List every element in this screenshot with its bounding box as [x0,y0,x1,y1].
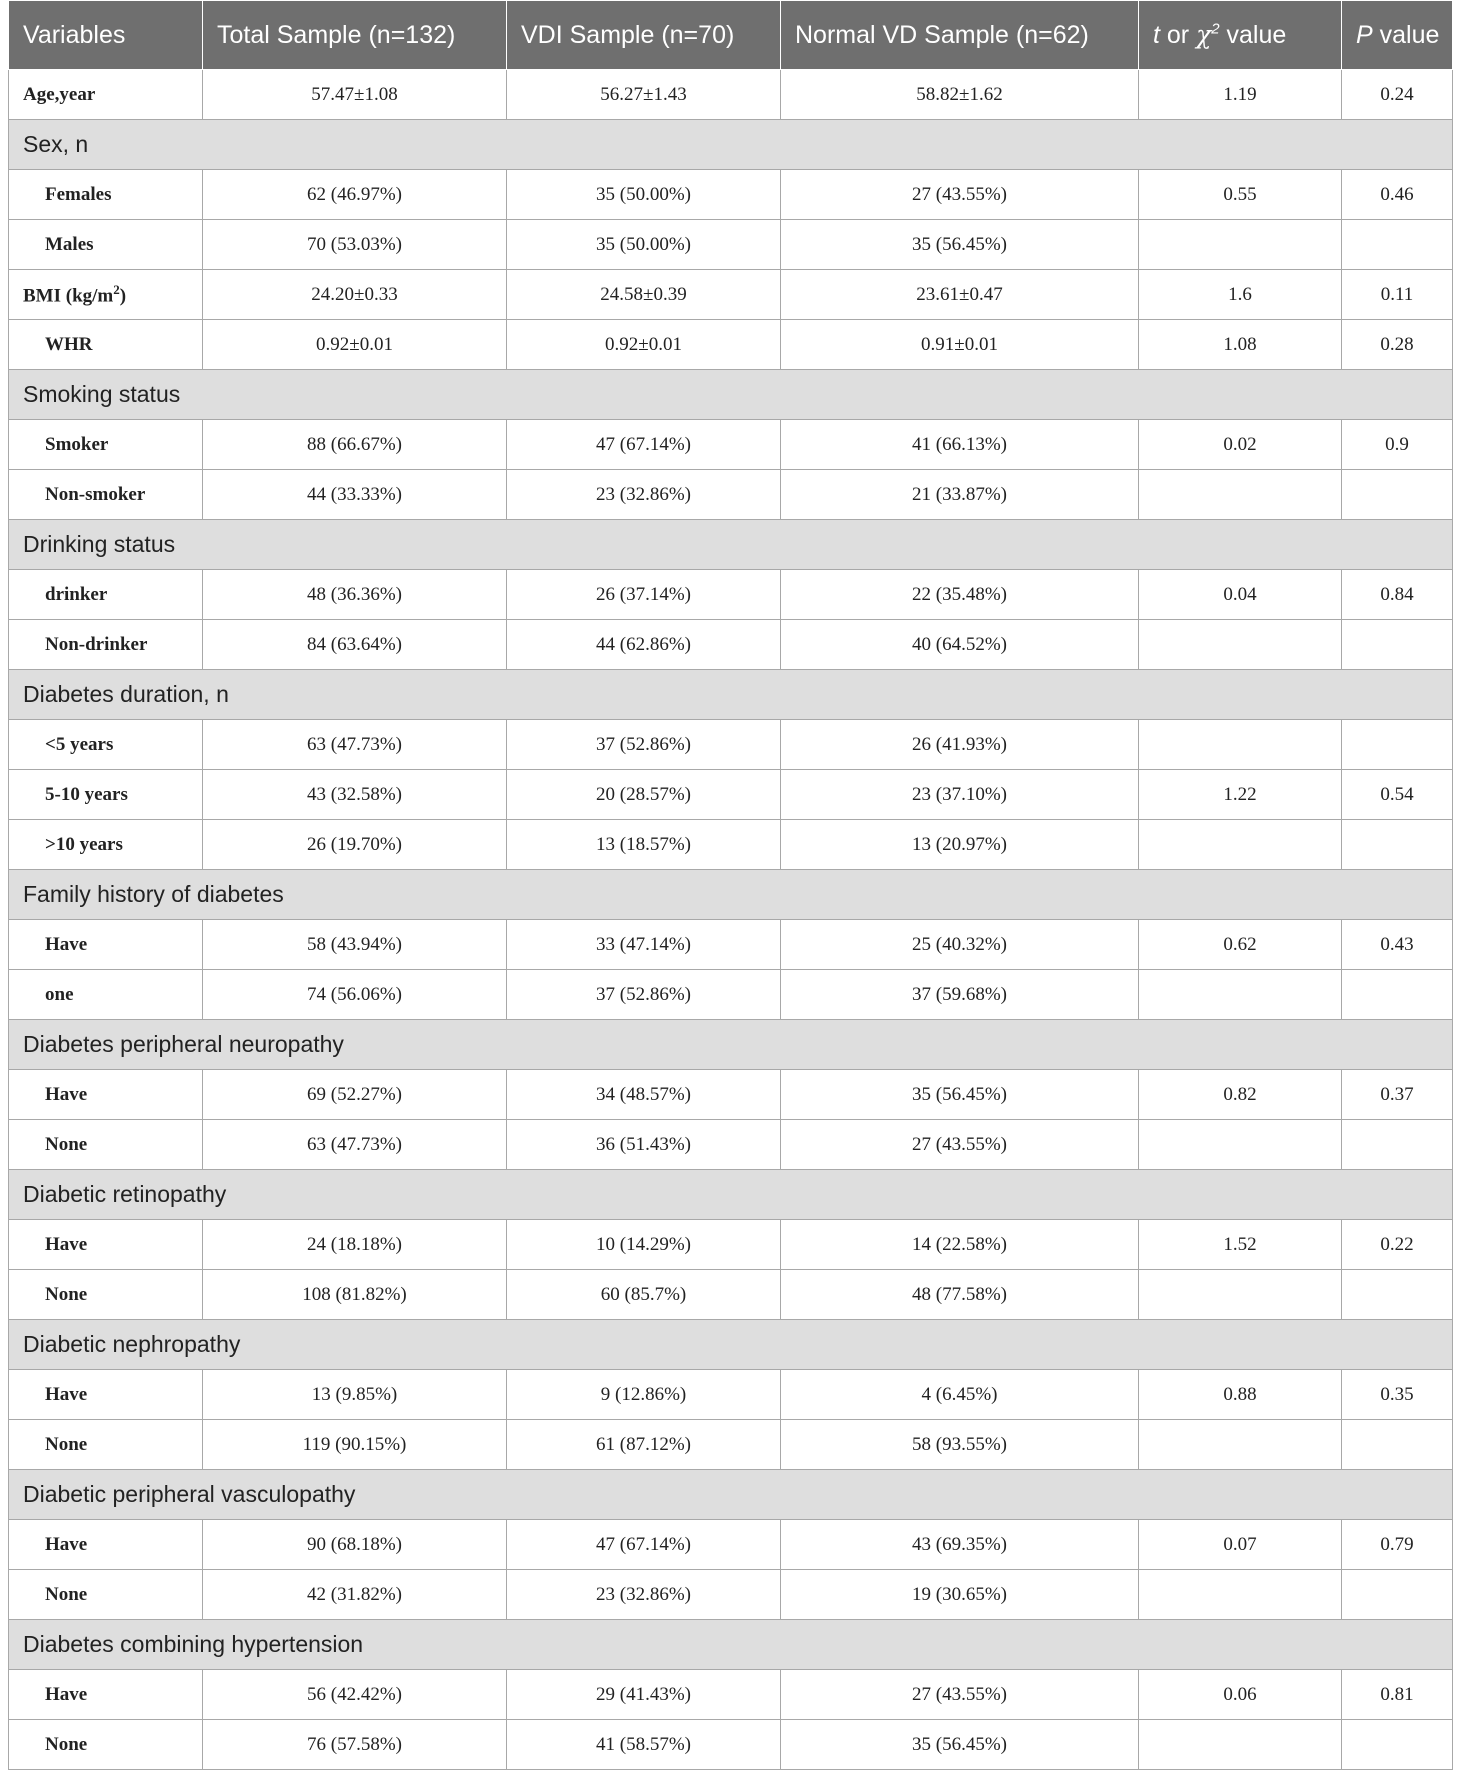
cell-normal: 58 (93.55%) [781,1420,1139,1470]
cell-p-value [1342,820,1453,870]
cell-normal: 35 (56.45%) [781,1720,1139,1770]
cell-statistic [1139,470,1342,520]
header-variables: Variables [9,1,203,70]
cell-statistic: 1.22 [1139,770,1342,820]
group-label: Diabetes combining hypertension [9,1620,1453,1670]
cell-vdi: 0.92±0.01 [507,320,781,370]
cell-statistic: 1.08 [1139,320,1342,370]
row-label: None [9,1120,203,1170]
table-row [9,1420,1453,1470]
cell-p-value: 0.11 [1342,270,1453,320]
cell-normal: 27 (43.55%) [781,1670,1139,1720]
row-label: None [9,1420,203,1470]
group-label: Smoking status [9,370,1453,420]
group-header-row [9,120,1453,170]
header-chi-symbol: χ [1196,20,1212,49]
cell-statistic: 1.52 [1139,1220,1342,1270]
cell-vdi: 10 (14.29%) [507,1220,781,1270]
cell-p-value [1342,220,1453,270]
cell-statistic [1139,220,1342,270]
cell-normal: 48 (77.58%) [781,1270,1139,1320]
row-label: Males [9,220,203,270]
cell-vdi: 61 (87.12%) [507,1420,781,1470]
header-test-statistic [1139,1,1342,70]
cell-normal: 21 (33.87%) [781,470,1139,520]
cell-vdi: 37 (52.86%) [507,720,781,770]
row-label: >10 years [9,820,203,870]
cell-p-value: 0.46 [1342,170,1453,220]
table-row [9,770,1453,820]
cell-normal: 13 (20.97%) [781,820,1139,870]
table-row [9,220,1453,270]
cell-statistic: 0.88 [1139,1370,1342,1420]
cell-statistic [1139,620,1342,670]
baseline-characteristics-table [8,0,1453,1770]
cell-statistic [1139,1570,1342,1620]
table-row [9,1720,1453,1770]
cell-total: 44 (33.33%) [203,470,507,520]
cell-p-value: 0.79 [1342,1520,1453,1570]
group-header-row [9,370,1453,420]
table-row [9,720,1453,770]
table-container [8,0,1452,1770]
row-label: Have [9,1220,203,1270]
row-label: Have [9,1670,203,1720]
cell-vdi: 47 (67.14%) [507,420,781,470]
row-label [9,270,203,320]
group-header-row [9,670,1453,720]
cell-vdi: 35 (50.00%) [507,170,781,220]
cell-total: 76 (57.58%) [203,1720,507,1770]
row-label: Have [9,1370,203,1420]
header-value-suffix: value [1219,21,1287,49]
cell-statistic [1139,1120,1342,1170]
table-row [9,620,1453,670]
group-label: Drinking status [9,520,1453,570]
row-label: None [9,1270,203,1320]
cell-normal: 23 (37.10%) [781,770,1139,820]
table-row [9,320,1453,370]
cell-p-value: 0.43 [1342,920,1453,970]
cell-p-value [1342,1120,1453,1170]
cell-total: 13 (9.85%) [203,1370,507,1420]
table-row [9,70,1453,120]
cell-statistic: 0.02 [1139,420,1342,470]
row-label: 5-10 years [9,770,203,820]
cell-p-value [1342,1420,1453,1470]
cell-p-value: 0.24 [1342,70,1453,120]
header-vdi-sample: VDI Sample (n=70) [507,1,781,70]
cell-normal: 58.82±1.62 [781,70,1139,120]
row-label: Females [9,170,203,220]
cell-normal: 40 (64.52%) [781,620,1139,670]
cell-total: 26 (19.70%) [203,820,507,870]
cell-total: 84 (63.64%) [203,620,507,670]
header-p-value [1342,1,1453,70]
cell-total: 42 (31.82%) [203,1570,507,1620]
cell-p-value: 0.54 [1342,770,1453,820]
cell-normal: 35 (56.45%) [781,1070,1139,1120]
cell-vdi: 29 (41.43%) [507,1670,781,1720]
table-row [9,420,1453,470]
cell-total: 24 (18.18%) [203,1220,507,1270]
cell-total: 63 (47.73%) [203,1120,507,1170]
row-label: <5 years [9,720,203,770]
cell-vdi: 23 (32.86%) [507,470,781,520]
cell-vdi: 34 (48.57%) [507,1070,781,1120]
table-row [9,1520,1453,1570]
header-row [9,1,1453,70]
cell-normal: 25 (40.32%) [781,920,1139,970]
cell-normal: 19 (30.65%) [781,1570,1139,1620]
cell-total: 43 (32.58%) [203,770,507,820]
cell-total: 0.92±0.01 [203,320,507,370]
table-row [9,570,1453,620]
cell-normal: 41 (66.13%) [781,420,1139,470]
table-row [9,1570,1453,1620]
cell-normal: 14 (22.58%) [781,1220,1139,1270]
cell-statistic: 0.82 [1139,1070,1342,1120]
cell-p-value: 0.35 [1342,1370,1453,1420]
header-p-suffix: value [1372,20,1440,49]
cell-p-value [1342,1570,1453,1620]
table-row [9,1220,1453,1270]
cell-vdi: 36 (51.43%) [507,1120,781,1170]
row-label: drinker [9,570,203,620]
cell-normal: 27 (43.55%) [781,170,1139,220]
cell-vdi: 44 (62.86%) [507,620,781,670]
group-label: Family history of diabetes [9,870,1453,920]
row-label: Have [9,920,203,970]
cell-total: 69 (52.27%) [203,1070,507,1120]
header-t-symbol: t [1153,21,1160,49]
cell-vdi: 13 (18.57%) [507,820,781,870]
row-label: Smoker [9,420,203,470]
row-label: one [9,970,203,1020]
table-row [9,820,1453,870]
cell-p-value [1342,1720,1453,1770]
cell-total: 70 (53.03%) [203,220,507,270]
row-label: Have [9,1070,203,1120]
cell-total: 57.47±1.08 [203,70,507,120]
cell-vdi: 24.58±0.39 [507,270,781,320]
cell-p-value: 0.84 [1342,570,1453,620]
cell-total: 24.20±0.33 [203,270,507,320]
cell-total: 90 (68.18%) [203,1520,507,1570]
cell-statistic [1139,1270,1342,1320]
cell-total: 48 (36.36%) [203,570,507,620]
cell-vdi: 26 (37.14%) [507,570,781,620]
cell-normal: 35 (56.45%) [781,220,1139,270]
cell-p-value [1342,720,1453,770]
cell-vdi: 56.27±1.43 [507,70,781,120]
row-label: Non-smoker [9,470,203,520]
cell-statistic: 0.04 [1139,570,1342,620]
cell-p-value [1342,620,1453,670]
cell-vdi: 33 (47.14%) [507,920,781,970]
table-row [9,270,1453,320]
cell-p-value: 0.28 [1342,320,1453,370]
cell-statistic: 0.06 [1139,1670,1342,1720]
group-label: Diabetic retinopathy [9,1170,1453,1220]
row-label: None [9,1570,203,1620]
table-row [9,1670,1453,1720]
cell-total: 119 (90.15%) [203,1420,507,1470]
cell-normal: 22 (35.48%) [781,570,1139,620]
group-header-row [9,1020,1453,1070]
group-header-row [9,1170,1453,1220]
cell-statistic: 0.07 [1139,1520,1342,1570]
header-chi-superscript: 2 [1211,20,1220,38]
table-row [9,970,1453,1020]
cell-total: 56 (42.42%) [203,1670,507,1720]
table-row [9,1270,1453,1320]
group-header-row [9,520,1453,570]
cell-p-value: 0.9 [1342,420,1453,470]
table-row [9,920,1453,970]
cell-normal: 23.61±0.47 [781,270,1139,320]
cell-vdi: 41 (58.57%) [507,1720,781,1770]
row-label: Have [9,1520,203,1570]
cell-normal: 4 (6.45%) [781,1370,1139,1420]
cell-statistic: 1.6 [1139,270,1342,320]
cell-statistic [1139,970,1342,1020]
group-header-row [9,870,1453,920]
cell-p-value [1342,970,1453,1020]
table-row [9,470,1453,520]
cell-normal: 26 (41.93%) [781,720,1139,770]
cell-statistic: 1.19 [1139,70,1342,120]
cell-p-value: 0.81 [1342,1670,1453,1720]
cell-total: 63 (47.73%) [203,720,507,770]
cell-normal: 37 (59.68%) [781,970,1139,1020]
row-label: WHR [9,320,203,370]
cell-vdi: 35 (50.00%) [507,220,781,270]
cell-vdi: 20 (28.57%) [507,770,781,820]
table-row [9,1370,1453,1420]
header-or: or [1159,21,1197,49]
bmi-label-suffix: ) [119,285,127,307]
cell-statistic: 0.62 [1139,920,1342,970]
cell-vdi: 47 (67.14%) [507,1520,781,1570]
cell-vdi: 60 (85.7%) [507,1270,781,1320]
cell-total: 88 (66.67%) [203,420,507,470]
cell-p-value: 0.22 [1342,1220,1453,1270]
cell-normal: 27 (43.55%) [781,1120,1139,1170]
cell-total: 108 (81.82%) [203,1270,507,1320]
bmi-superscript: 2 [113,281,120,297]
table-row [9,1070,1453,1120]
group-label: Diabetic nephropathy [9,1320,1453,1370]
cell-p-value [1342,1270,1453,1320]
cell-statistic [1139,720,1342,770]
cell-statistic [1139,820,1342,870]
group-label: Sex, n [9,120,1453,170]
group-header-row [9,1470,1453,1520]
cell-p-value [1342,470,1453,520]
cell-p-value: 0.37 [1342,1070,1453,1120]
row-label: Age,year [9,70,203,120]
header-total-sample: Total Sample (n=132) [203,1,507,70]
table-row [9,1120,1453,1170]
cell-total: 58 (43.94%) [203,920,507,970]
cell-total: 62 (46.97%) [203,170,507,220]
group-label: Diabetic peripheral vasculopathy [9,1470,1453,1520]
group-label: Diabetes peripheral neuropathy [9,1020,1453,1070]
cell-total: 74 (56.06%) [203,970,507,1020]
table-row [9,170,1453,220]
cell-normal: 0.91±0.01 [781,320,1139,370]
cell-vdi: 37 (52.86%) [507,970,781,1020]
group-header-row [9,1320,1453,1370]
header-normal-vd-sample: Normal VD Sample (n=62) [781,1,1139,70]
cell-normal: 43 (69.35%) [781,1520,1139,1570]
cell-vdi: 23 (32.86%) [507,1570,781,1620]
cell-statistic [1139,1720,1342,1770]
header-p-symbol: P [1356,20,1373,49]
group-label: Diabetes duration, n [9,670,1453,720]
cell-statistic: 0.55 [1139,170,1342,220]
cell-vdi: 9 (12.86%) [507,1370,781,1420]
row-label: None [9,1720,203,1770]
group-header-row [9,1620,1453,1670]
bmi-label: BMI (kg/m [23,285,114,307]
row-label: Non-drinker [9,620,203,670]
cell-statistic [1139,1420,1342,1470]
